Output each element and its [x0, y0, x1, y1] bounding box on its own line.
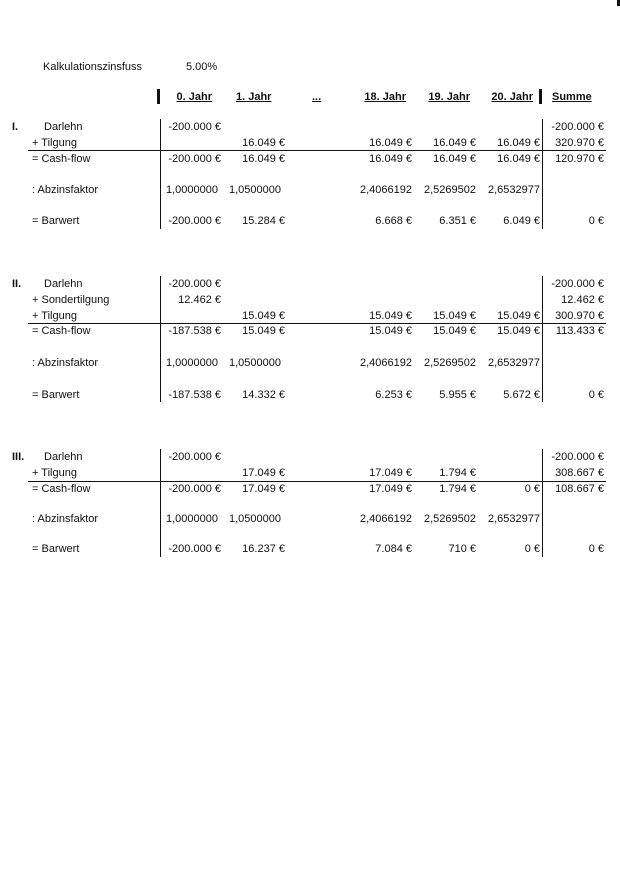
block-2-barwert-y18: 6.253 € [375, 389, 412, 401]
block-1-tilgung-sum: 320.970 € [555, 137, 604, 149]
block-2-label-barwert: = Barwert [32, 389, 80, 401]
block-2-abzins-y0: 1,0000000 [166, 357, 218, 369]
block-1-barwert-y1: 15.284 € [242, 215, 285, 227]
block-2-barwert-y20: 5.672 € [503, 389, 540, 401]
block-3-tilgung-y1: 17.049 € [242, 467, 285, 479]
rate-value: 5.00% [186, 61, 218, 73]
block-3-cashflow-y1: 17.049 € [242, 483, 285, 495]
header-year-18: 18. Jahr [364, 91, 406, 103]
block-1-label-cashflow: = Cash-flow [32, 153, 91, 165]
block-1-barwert-sum: 0 € [588, 215, 604, 227]
block-2-abzins-y20: 2,6532977 [488, 357, 540, 369]
block-2-cashflow-y19: 15.049 € [433, 325, 476, 337]
block-1-divider-right [542, 119, 543, 229]
block-2-sondertilgung-y0: 12.462 € [178, 294, 221, 306]
block-1-cashflow-sum: 120.970 € [555, 153, 604, 165]
block-3-roman: III. [12, 451, 25, 463]
block-2-abzins-y1: 1,0500000 [229, 357, 281, 369]
block-2-cashflow-y1: 15.049 € [242, 325, 285, 337]
block-3-label-barwert: = Barwert [32, 543, 80, 555]
block-3-cashflow-y0: -200.000 € [168, 483, 221, 495]
block-1-tilgung-y18: 16.049 € [369, 137, 412, 149]
block-3-abzins-y20: 2,6532977 [488, 513, 540, 525]
block-1-darlehn-y0: -200.000 € [168, 121, 221, 133]
block-1-cashflow-y0: -200.000 € [168, 153, 221, 165]
header-ellipsis: ... [312, 91, 322, 103]
block-3-tilgung-y19: 1.794 € [439, 467, 476, 479]
header-year-1: 1. Jahr [236, 91, 272, 103]
block-2-barwert-sum: 0 € [588, 389, 604, 401]
block-1-abzins-y1: 1,0500000 [229, 184, 281, 196]
block-2-divider-right [542, 276, 543, 402]
block-3-cashflow-y18: 17.049 € [369, 483, 412, 495]
block-2-tilgung-y19: 15.049 € [433, 310, 476, 322]
block-2-label-abzinsfaktor: : Abzinsfaktor [32, 357, 99, 369]
block-3-divider-left [160, 449, 161, 557]
block-2-sum-line [28, 323, 606, 324]
header-divider-right [539, 89, 542, 104]
block-2-cashflow-y20: 15.049 € [497, 325, 540, 337]
block-2-cashflow-y0: -187.538 € [168, 325, 221, 337]
block-1-tilgung-y1: 16.049 € [242, 137, 285, 149]
block-2-label-cashflow: = Cash-flow [32, 325, 91, 337]
block-1-cashflow-y18: 16.049 € [369, 153, 412, 165]
block-2-tilgung-y1: 15.049 € [242, 310, 285, 322]
block-1-barwert-y20: 6.049 € [503, 215, 540, 227]
block-1-abzins-y19: 2,5269502 [424, 184, 476, 196]
block-3-label-abzinsfaktor: : Abzinsfaktor [32, 513, 99, 525]
header-year-19: 19. Jahr [428, 91, 470, 103]
block-1-darlehn-sum: -200.000 € [551, 121, 604, 133]
block-1-cashflow-y19: 16.049 € [433, 153, 476, 165]
block-3-tilgung-sum: 308.667 € [555, 467, 604, 479]
block-1-tilgung-y20: 16.049 € [497, 137, 540, 149]
block-3-label-tilgung: + Tilgung [32, 467, 77, 479]
block-1-abzins-y18: 2,4066192 [360, 184, 412, 196]
block-1-label-barwert: = Barwert [32, 215, 80, 227]
block-2-tilgung-y18: 15.049 € [369, 310, 412, 322]
block-3-barwert-y20: 0 € [524, 543, 540, 555]
block-3-cashflow-y20: 0 € [524, 483, 540, 495]
block-2-darlehn-y0: -200.000 € [168, 278, 221, 290]
block-3-abzins-y18: 2,4066192 [360, 513, 412, 525]
block-3-barwert-y1: 16.237 € [242, 543, 285, 555]
block-1-label-abzinsfaktor: : Abzinsfaktor [32, 184, 99, 196]
block-3-divider-right [542, 449, 543, 557]
block-2-sondertilgung-sum: 12.462 € [561, 294, 604, 306]
block-3-abzins-y19: 2,5269502 [424, 513, 476, 525]
block-1-abzins-y0: 1,0000000 [166, 184, 218, 196]
block-1-roman: I. [12, 121, 19, 133]
block-1-divider-left [160, 119, 161, 229]
block-2-label-sondertilgung: + Sondertilgung [32, 294, 110, 306]
block-1-sum-line [28, 150, 606, 151]
block-2-tilgung-sum: 300.970 € [555, 310, 604, 322]
block-2-cashflow-y18: 15.049 € [369, 325, 412, 337]
header-year-20: 20. Jahr [491, 91, 533, 103]
block-2-barwert-y0: -187.538 € [168, 389, 221, 401]
block-2-label-tilgung: + Tilgung [32, 310, 77, 322]
block-1-label-darlehn: Darlehn [44, 121, 83, 133]
block-3-label-darlehn: Darlehn [44, 451, 83, 463]
block-1-barwert-y0: -200.000 € [168, 215, 221, 227]
block-3-tilgung-y18: 17.049 € [369, 467, 412, 479]
block-2-tilgung-y20: 15.049 € [497, 310, 540, 322]
block-2-label-darlehn: Darlehn [44, 278, 83, 290]
block-2-abzins-y19: 2,5269502 [424, 357, 476, 369]
block-1-barwert-y18: 6.668 € [375, 215, 412, 227]
block-1-tilgung-y19: 16.049 € [433, 137, 476, 149]
block-1-label-tilgung: + Tilgung [32, 137, 77, 149]
block-2-barwert-y19: 5.955 € [439, 389, 476, 401]
block-1-cashflow-y20: 16.049 € [497, 153, 540, 165]
block-3-darlehn-sum: -200.000 € [551, 451, 604, 463]
block-2-cashflow-sum: 113.433 € [555, 325, 604, 337]
block-3-abzins-y1: 1,0500000 [229, 513, 281, 525]
block-3-barwert-y18: 7.084 € [375, 543, 412, 555]
header-year-0: 0. Jahr [176, 91, 212, 103]
block-3-barwert-sum: 0 € [588, 543, 604, 555]
block-3-barwert-y0: -200.000 € [168, 543, 221, 555]
block-1-barwert-y19: 6.351 € [439, 215, 476, 227]
block-1-abzins-y20: 2,6532977 [488, 184, 540, 196]
block-2-abzins-y18: 2,4066192 [360, 357, 412, 369]
rate-label: Kalkulationszinsfuss [43, 61, 143, 73]
block-2-barwert-y1: 14.332 € [242, 389, 285, 401]
block-3-cashflow-y19: 1.794 € [439, 483, 476, 495]
block-3-darlehn-y0: -200.000 € [168, 451, 221, 463]
header-sum: Summe [552, 91, 592, 103]
block-3-sum-line [28, 481, 606, 482]
block-3-abzins-y0: 1,0000000 [166, 513, 218, 525]
block-3-cashflow-sum: 108.667 € [555, 483, 604, 495]
block-3-label-cashflow: = Cash-flow [32, 483, 91, 495]
block-3-barwert-y19: 710 € [448, 543, 476, 555]
block-2-darlehn-sum: -200.000 € [551, 278, 604, 290]
block-2-roman: II. [12, 278, 22, 290]
block-1-cashflow-y1: 16.049 € [242, 153, 285, 165]
